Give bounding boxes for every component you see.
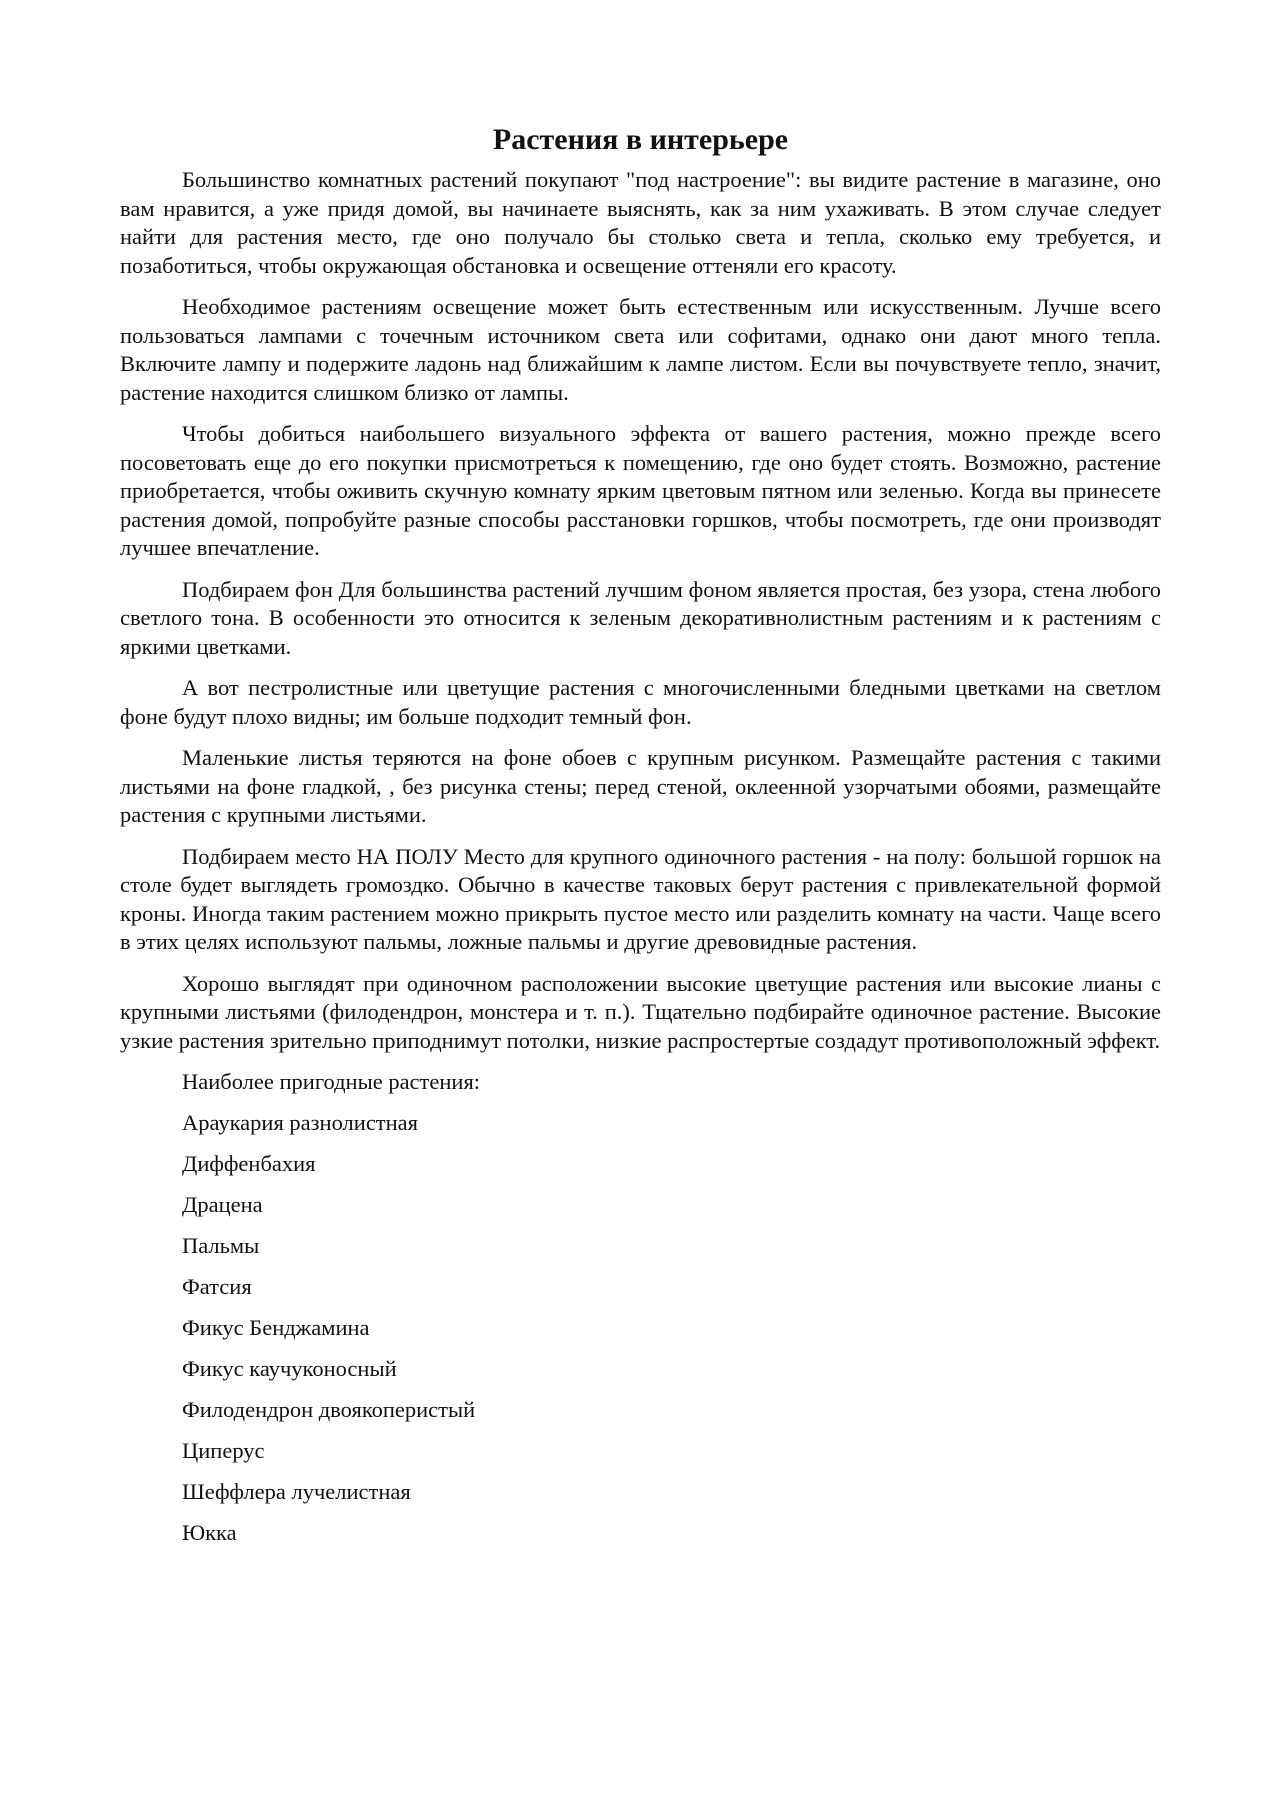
paragraph: Маленькие листья теряются на фоне обоев с крупным рисунком. Размещайте растения с такими листьями на фоне гладкой, , без рисунка стены; перед стеной, оклеенной узорчатыми обоями, размещайте растения с крупными листьями. — [120, 745, 1161, 827]
plant-list-item: Араукария разнолистная — [182, 1109, 419, 1135]
plant-list-item: Пальмы — [182, 1232, 260, 1258]
paragraph: Хорошо выглядят при одиночном расположении высокие цветущие растения или высокие лианы с крупными листьями (филодендрон, монстера и т. п.). Тщательно подбирайте одиночное растение. Высокие узкие растения зрительно приподнимут потолки, низкие распростертые создадут противоположный эффект. — [120, 970, 1161, 1053]
plant-list-item: Диффенбахия — [182, 1150, 316, 1176]
plant-list-item: Юкка — [182, 1519, 237, 1545]
document-title: Растения в интерьере — [492, 123, 789, 156]
paragraph: Подбираем место НА ПОЛУ Место для крупного одиночного растения - на полу: большой горшок на столе будет выглядеть громоздко. Обычно в качестве таковых берут растения с привлекательной формой кроны. Иногда таким растением можно прикрыть пустое место или разделить комнату на части. Чаще всего в этих целях используют пальмы, ложные пальмы и другие древовидные растения. — [120, 843, 1161, 954]
plant-list — [120, 1109, 1161, 1548]
plant-list-item: Филодендрон двоякоперистый — [182, 1396, 476, 1422]
plant-list-item: Драцена — [182, 1191, 263, 1217]
plant-list-item: Циперус — [182, 1437, 265, 1463]
plant-list-item: Фикус Бенджамина — [182, 1314, 370, 1340]
paragraph: Большинство комнатных растений покупают "под настроение": вы видите растение в магазине, оно вам нравится, а уже придя домой, вы начинаете выяснять, как за ним ухаживать. В этом случае следует найти для растения место, где оно получало бы столько света и тепла, сколько ему требуется, и позаботиться, чтобы окружающая обстановка и освещение оттеняли его красоту. — [120, 167, 1161, 278]
plant-list-item: Фатсия — [182, 1273, 252, 1299]
paragraph: Чтобы добиться наибольшего визуального эффекта от вашего растения, можно прежде всего посоветовать еще до его покупки присмотреться к помещению, где оно будет стоять. Возможно, растение приобретается, чтобы оживить скучную комнату ярким цветовым пятном или зеленью. Когда вы принесете растения домой, попробуйте разные способы расстановки горшков, чтобы посмотреть, где они производят лучшее впечатление. — [120, 421, 1161, 560]
paragraph: Необходимое растениям освещение может быть естественным или искусственным. Лучше всего пользоваться лампами с точечным источником света или софитами, однако они дают много тепла. Включите лампу и подержите ладонь над ближайшим к лампе листом. Если вы почувствуете тепло, значит, растение находится слишком близко от лампы. — [120, 294, 1161, 405]
plant-list-intro: Наиболее пригодные растения: — [182, 1069, 481, 1094]
paragraph: А вот пестролистные или цветущие растения с многочисленными бледными цветками на светлом фоне будут плохо видны; им больше подходит темный фон. — [120, 675, 1161, 729]
paragraph: Подбираем фон Для большинства растений лучшим фоном является простая, без узора, стена любого светлого тона. В особенности это относится к зеленым декоративнолистным растениям и к растениям с яркими цветками. — [120, 576, 1161, 659]
plant-list-item: Фикус каучуконосный — [182, 1355, 397, 1381]
plant-list-item: Шеффлера лучелистная — [182, 1478, 411, 1504]
